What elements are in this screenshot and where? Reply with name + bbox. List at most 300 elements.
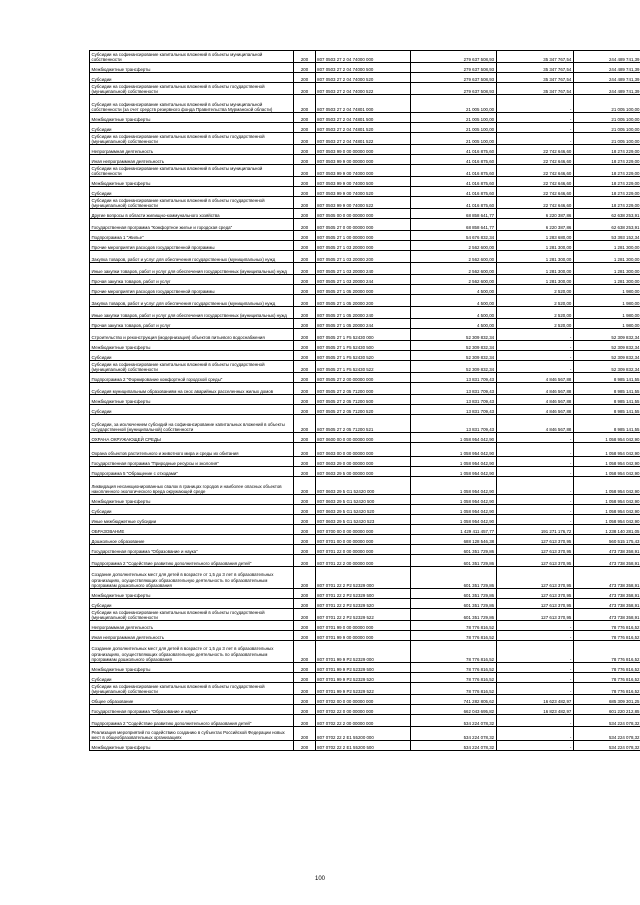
row-approved-amount-cell: 13 831 709,43 (411, 373, 496, 383)
row-name-cell: Другие вопросы в области жилищно-коммунального хозяйства (90, 209, 294, 219)
table-row (90, 145, 640, 155)
table-row (90, 705, 640, 715)
row-name-cell: Дошкольное образование (90, 535, 294, 545)
row-name-cell: Субсидии на софинансирование капитальных вложений в объекты государственной (муниципальной) собственности (90, 683, 294, 695)
row-classification-code-cell: 807 0505 27 2 05 71200 500 (315, 395, 411, 405)
row-executed-amount-cell: - (496, 433, 573, 443)
row-name-cell: Субсидия муниципальным образованиям на снос аварийных расселенных жилых домов (90, 383, 294, 395)
row-classification-code-cell: 807 0701 00 0 00 00000 000 (315, 535, 411, 545)
row-unexecuted-amount-cell: 18 274 229,00 (573, 187, 640, 197)
row-executed-amount-cell: 191 271 176,72 (496, 525, 573, 535)
row-approved-amount-cell: 534 224 078,32 (411, 741, 496, 751)
row-classification-code-cell: 807 0505 27 1 05 20000 000 (315, 285, 411, 295)
row-unexecuted-amount-cell: 1 058 954 042,90 (573, 477, 640, 495)
row-approved-amount-cell: 41 016 875,60 (411, 177, 496, 187)
row-unexecuted-amount-cell: 18 274 229,00 (573, 197, 640, 209)
row-name-cell: Иная непрограммная деятельность (90, 155, 294, 165)
table-row (90, 599, 640, 609)
row-approved-amount-cell: 41 016 875,60 (411, 145, 496, 155)
row-approved-amount-cell: 41 016 875,60 (411, 155, 496, 165)
row-classification-code-cell: 807 0505 27 1 03 20000 000 (315, 241, 411, 251)
row-unexecuted-amount-cell: 473 738 358,91 (573, 545, 640, 555)
table-body (90, 51, 640, 751)
row-unexecuted-amount-cell: 473 738 358,91 (573, 589, 640, 599)
row-admin-code-cell: 200 (294, 51, 315, 63)
row-unexecuted-amount-cell: 78 776 816,52 (573, 621, 640, 631)
table-row (90, 177, 640, 187)
row-executed-amount-cell: 1 281 300,00 (496, 275, 573, 285)
row-unexecuted-amount-cell: 1 058 954 042,90 (573, 505, 640, 515)
table-row (90, 361, 640, 373)
row-executed-amount-cell: - (496, 351, 573, 361)
row-approved-amount-cell: 2 562 600,00 (411, 275, 496, 285)
table-row (90, 495, 640, 505)
row-unexecuted-amount-cell: 8 985 141,55 (573, 383, 640, 395)
row-name-cell: Общее образование (90, 695, 294, 705)
row-admin-code-cell: 200 (294, 187, 315, 197)
row-unexecuted-amount-cell: 18 274 229,00 (573, 145, 640, 155)
row-unexecuted-amount-cell: 244 489 741,39 (573, 51, 640, 63)
row-approved-amount-cell: 41 016 875,60 (411, 165, 496, 177)
table-row (90, 133, 640, 145)
row-classification-code-cell: 807 0505 27 1 05 20000 244 (315, 319, 411, 329)
row-name-cell: Субсидии на софинансирование капитальных вложений в объекты муниципальной собственности (90, 165, 294, 177)
row-classification-code-cell: 807 0505 27 0 00 00000 000 (315, 219, 411, 231)
row-executed-amount-cell: 127 613 370,95 (496, 609, 573, 621)
row-classification-code-cell: 807 0503 99 9 00 74000 000 (315, 165, 411, 177)
row-unexecuted-amount-cell: 8 985 141,55 (573, 405, 640, 415)
row-approved-amount-cell: 601 351 729,86 (411, 567, 496, 589)
table-row (90, 373, 640, 383)
row-unexecuted-amount-cell: 8 985 141,55 (573, 373, 640, 383)
table-row (90, 329, 640, 341)
row-classification-code-cell: 807 0505 00 0 00 00000 000 (315, 209, 411, 219)
row-admin-code-cell: 200 (294, 715, 315, 727)
row-admin-code-cell: 200 (294, 683, 315, 695)
row-unexecuted-amount-cell: 1 980,00 (573, 307, 640, 319)
row-classification-code-cell: 807 0701 99 9 P2 52329 000 (315, 641, 411, 663)
row-approved-amount-cell: 1 058 954 042,90 (411, 443, 496, 457)
row-name-cell: Подпрограмма 2 "Формирование комфортной городской среды" (90, 373, 294, 383)
row-classification-code-cell: 807 0603 00 0 00 00000 000 (315, 443, 411, 457)
row-classification-code-cell: 807 0503 99 9 00 00000 000 (315, 155, 411, 165)
row-approved-amount-cell: 662 043 695,82 (411, 705, 496, 715)
row-unexecuted-amount-cell: 1 281 300,00 (573, 251, 640, 263)
row-classification-code-cell: 807 0701 22 0 00 00000 000 (315, 545, 411, 555)
table-row (90, 113, 640, 123)
row-approved-amount-cell: 534 224 078,32 (411, 715, 496, 727)
row-executed-amount-cell: 22 742 646,60 (496, 165, 573, 177)
row-approved-amount-cell: 78 776 816,52 (411, 631, 496, 641)
row-unexecuted-amount-cell: 21 005 100,00 (573, 133, 640, 145)
row-approved-amount-cell: 52 309 832,34 (411, 341, 496, 351)
row-approved-amount-cell: 601 351 729,86 (411, 545, 496, 555)
table-row (90, 295, 640, 307)
row-name-cell: Государственная программа "Природные ресурсы и экология" (90, 457, 294, 467)
row-unexecuted-amount-cell: 473 738 358,91 (573, 567, 640, 589)
row-executed-amount-cell: 16 823 482,97 (496, 705, 573, 715)
table-row (90, 209, 640, 219)
row-classification-code-cell: 807 0701 22 2 P2 52329 500 (315, 589, 411, 599)
row-classification-code-cell: 807 0505 27 2 05 71200 521 (315, 415, 411, 433)
row-unexecuted-amount-cell: 78 776 816,52 (573, 673, 640, 683)
row-name-cell: Закупка товаров, работ и услуг для обеспечения государственных (муниципальных) нужд (90, 251, 294, 263)
row-approved-amount-cell: 1 058 954 042,90 (411, 515, 496, 525)
table-row (90, 609, 640, 621)
row-executed-amount-cell: 4 846 567,88 (496, 383, 573, 395)
table-row (90, 505, 640, 515)
row-admin-code-cell: 200 (294, 673, 315, 683)
row-unexecuted-amount-cell: 78 776 816,52 (573, 683, 640, 695)
row-unexecuted-amount-cell: 1 980,00 (573, 319, 640, 329)
row-approved-amount-cell: 13 831 709,43 (411, 405, 496, 415)
row-admin-code-cell: 200 (294, 457, 315, 467)
row-approved-amount-cell: 279 637 508,93 (411, 83, 496, 95)
row-executed-amount-cell: 127 613 370,95 (496, 555, 573, 567)
row-classification-code-cell: 807 0503 99 0 00 00000 000 (315, 145, 411, 155)
table-row (90, 251, 640, 263)
row-admin-code-cell: 200 (294, 641, 315, 663)
row-unexecuted-amount-cell: 1 281 300,00 (573, 263, 640, 275)
row-classification-code-cell: 807 0503 27 2 04 74000 000 (315, 51, 411, 63)
row-approved-amount-cell: 601 351 729,86 (411, 589, 496, 599)
row-unexecuted-amount-cell: 21 005 100,00 (573, 123, 640, 133)
row-approved-amount-cell: 601 351 729,86 (411, 555, 496, 567)
row-name-cell: Прочие мероприятия расходов государственной программы (90, 241, 294, 251)
table-row (90, 123, 640, 133)
table-row (90, 727, 640, 741)
table-row (90, 231, 640, 241)
row-approved-amount-cell: 688 128 546,38 (411, 535, 496, 545)
row-name-cell: Межбюджетные трансферты (90, 741, 294, 751)
row-unexecuted-amount-cell: 560 515 175,43 (573, 535, 640, 545)
row-classification-code-cell: 807 0503 99 9 00 74000 520 (315, 187, 411, 197)
row-executed-amount-cell: - (496, 443, 573, 457)
row-admin-code-cell: 200 (294, 285, 315, 295)
row-classification-code-cell: 807 0603 29 5 G1 52420 523 (315, 515, 411, 525)
row-name-cell: Подпрограмма 1 "Жилье" (90, 231, 294, 241)
row-admin-code-cell: 200 (294, 123, 315, 133)
table-row (90, 467, 640, 477)
row-name-cell: Субсидии на софинансирование капитальных вложений в объекты муниципальной собственности (90, 51, 294, 63)
row-name-cell: Ликвидация несанкционированных свалок в границах городов и наиболее опасных объектов накопленного экологического вреда окружающей среде (90, 477, 294, 495)
row-approved-amount-cell: 2 562 600,00 (411, 241, 496, 251)
row-name-cell: Непрограммная деятельность (90, 621, 294, 631)
row-classification-code-cell: 807 0505 27 1 03 20000 244 (315, 275, 411, 285)
row-name-cell: Межбюджетные трансферты (90, 663, 294, 673)
table-row (90, 443, 640, 457)
row-approved-amount-cell: 741 282 805,62 (411, 695, 496, 705)
row-admin-code-cell: 200 (294, 505, 315, 515)
row-classification-code-cell: 807 0701 99 0 00 00000 000 (315, 621, 411, 631)
row-classification-code-cell: 807 0701 22 2 P2 52329 000 (315, 567, 411, 589)
row-executed-amount-cell: 4 846 567,88 (496, 415, 573, 433)
row-unexecuted-amount-cell: 1 238 140 281,05 (573, 525, 640, 535)
row-name-cell: Иные закупки товаров, работ и услуг для обеспечения государственных (муниципальных) нужд (90, 307, 294, 319)
row-executed-amount-cell: 1 281 300,00 (496, 251, 573, 263)
row-admin-code-cell: 200 (294, 145, 315, 155)
budget-expenditure-table (89, 50, 640, 751)
row-unexecuted-amount-cell: 21 005 100,00 (573, 113, 640, 123)
row-unexecuted-amount-cell: 534 224 078,32 (573, 741, 640, 751)
table-row (90, 187, 640, 197)
row-name-cell: Межбюджетные трансферты (90, 63, 294, 73)
table-row (90, 457, 640, 467)
row-unexecuted-amount-cell: 601 220 212,85 (573, 705, 640, 715)
row-unexecuted-amount-cell: 18 274 229,00 (573, 165, 640, 177)
row-name-cell: ОБРАЗОВАНИЕ (90, 525, 294, 535)
row-executed-amount-cell: - (496, 133, 573, 145)
row-executed-amount-cell: - (496, 361, 573, 373)
row-name-cell: Иные закупки товаров, работ и услуг для обеспечения государственных (муниципальных) нужд (90, 263, 294, 275)
row-approved-amount-cell: 78 776 816,52 (411, 641, 496, 663)
row-approved-amount-cell: 279 637 508,93 (411, 73, 496, 83)
row-approved-amount-cell: 1 058 954 042,90 (411, 457, 496, 467)
row-admin-code-cell: 200 (294, 631, 315, 641)
row-approved-amount-cell: 21 005 100,00 (411, 133, 496, 145)
row-name-cell: Государственная программа "Образование и наука" (90, 545, 294, 555)
row-executed-amount-cell: 35 347 767,54 (496, 73, 573, 83)
row-classification-code-cell: 807 0503 27 2 04 74000 500 (315, 63, 411, 73)
row-executed-amount-cell: 4 846 567,88 (496, 373, 573, 383)
table-row (90, 741, 640, 751)
row-approved-amount-cell: 78 776 816,52 (411, 673, 496, 683)
row-unexecuted-amount-cell: 1 281 300,00 (573, 275, 640, 285)
row-executed-amount-cell: - (496, 341, 573, 351)
table-row (90, 285, 640, 295)
row-approved-amount-cell: 13 831 709,43 (411, 383, 496, 395)
row-classification-code-cell: 807 0702 22 2 E1 55200 000 (315, 727, 411, 741)
row-executed-amount-cell: - (496, 113, 573, 123)
row-unexecuted-amount-cell: 244 489 741,39 (573, 63, 640, 73)
row-classification-code-cell: 807 0505 27 1 00 00000 000 (315, 231, 411, 241)
row-admin-code-cell: 200 (294, 567, 315, 589)
row-name-cell: Непрограммная деятельность (90, 145, 294, 155)
row-admin-code-cell: 200 (294, 545, 315, 555)
row-executed-amount-cell: 127 613 370,95 (496, 535, 573, 545)
row-admin-code-cell: 200 (294, 395, 315, 405)
row-executed-amount-cell: - (496, 495, 573, 505)
row-name-cell: Субсидии, за исключением субсидий на софинансирование капитальных вложений в объекты государственной (муниципальной) собственности (90, 415, 294, 433)
row-executed-amount-cell: - (496, 457, 573, 467)
table-row (90, 63, 640, 73)
row-name-cell: Субсидии на софинансирование капитальных вложений в объекты государственной (муниципальной) собственности (90, 83, 294, 95)
table-row (90, 73, 640, 83)
row-admin-code-cell: 200 (294, 415, 315, 433)
row-unexecuted-amount-cell: 21 005 100,00 (573, 95, 640, 113)
row-admin-code-cell: 200 (294, 525, 315, 535)
row-name-cell: Государственная программа "Комфортное жилье и городская среда" (90, 219, 294, 231)
table-row (90, 673, 640, 683)
row-executed-amount-cell: 2 520,00 (496, 295, 573, 307)
table-row (90, 165, 640, 177)
table-row (90, 715, 640, 727)
row-executed-amount-cell: - (496, 741, 573, 751)
row-approved-amount-cell: 1 058 954 042,90 (411, 433, 496, 443)
row-unexecuted-amount-cell: 685 309 301,25 (573, 695, 640, 705)
row-name-cell: Межбюджетные трансферты (90, 395, 294, 405)
table-row (90, 241, 640, 251)
row-executed-amount-cell: 22 742 646,60 (496, 155, 573, 165)
row-approved-amount-cell: 2 562 600,00 (411, 263, 496, 275)
row-unexecuted-amount-cell: 1 058 954 042,90 (573, 495, 640, 505)
row-classification-code-cell: 807 0603 29 5 G1 52420 520 (315, 505, 411, 515)
row-approved-amount-cell: 4 500,00 (411, 295, 496, 307)
row-name-cell: Межбюджетные трансферты (90, 113, 294, 123)
row-admin-code-cell: 200 (294, 433, 315, 443)
row-approved-amount-cell: 601 351 729,86 (411, 609, 496, 621)
row-admin-code-cell: 200 (294, 209, 315, 219)
row-unexecuted-amount-cell: 52 309 832,34 (573, 329, 640, 341)
row-executed-amount-cell: 1 281 300,00 (496, 263, 573, 275)
row-approved-amount-cell: 13 831 709,43 (411, 395, 496, 405)
table-row (90, 663, 640, 673)
row-classification-code-cell: 807 0702 22 2 E1 55200 500 (315, 741, 411, 751)
row-classification-code-cell: 807 0701 99 9 P2 52329 520 (315, 673, 411, 683)
table-row (90, 525, 640, 535)
row-unexecuted-amount-cell: 1 058 954 042,90 (573, 467, 640, 477)
row-executed-amount-cell: - (496, 715, 573, 727)
row-executed-amount-cell: 35 347 767,54 (496, 63, 573, 73)
row-unexecuted-amount-cell: 18 274 229,00 (573, 177, 640, 187)
row-classification-code-cell: 807 0603 29 5 00 00000 000 (315, 467, 411, 477)
row-executed-amount-cell: 6 220 387,86 (496, 219, 573, 231)
row-name-cell: Субсидия на софинансирование капитальных вложений в объекты муниципальной собственности (за счет средств резервного фонда Правительства Мурманской области) (90, 95, 294, 113)
row-executed-amount-cell: - (496, 329, 573, 341)
row-name-cell: Межбюджетные трансферты (90, 495, 294, 505)
row-classification-code-cell: 807 0701 22 2 P2 52329 520 (315, 599, 411, 609)
row-admin-code-cell: 200 (294, 275, 315, 285)
row-executed-amount-cell: 22 742 646,60 (496, 145, 573, 155)
row-unexecuted-amount-cell: 62 638 253,91 (573, 219, 640, 231)
row-name-cell: Иная непрограммная деятельность (90, 631, 294, 641)
table-row (90, 307, 640, 319)
row-unexecuted-amount-cell: 1 058 954 042,90 (573, 443, 640, 457)
row-admin-code-cell: 200 (294, 165, 315, 177)
row-approved-amount-cell: 601 351 729,86 (411, 599, 496, 609)
row-classification-code-cell: 807 0505 27 1 F5 52430 500 (315, 341, 411, 351)
table-row (90, 433, 640, 443)
row-admin-code-cell: 200 (294, 373, 315, 383)
table-row (90, 631, 640, 641)
row-admin-code-cell: 200 (294, 467, 315, 477)
row-unexecuted-amount-cell: 1 980,00 (573, 295, 640, 307)
row-approved-amount-cell: 78 776 816,52 (411, 683, 496, 695)
row-approved-amount-cell: 1 429 411 457,77 (411, 525, 496, 535)
row-classification-code-cell: 807 0603 29 5 G1 52420 500 (315, 495, 411, 505)
row-admin-code-cell: 200 (294, 535, 315, 545)
table-row (90, 515, 640, 525)
row-executed-amount-cell: - (496, 727, 573, 741)
row-classification-code-cell: 807 0503 27 2 04 74801 520 (315, 123, 411, 133)
table-row (90, 405, 640, 415)
row-classification-code-cell: 807 0701 99 9 P2 52329 522 (315, 683, 411, 695)
table-row (90, 383, 640, 395)
row-classification-code-cell: 807 0701 99 9 00 00000 000 (315, 631, 411, 641)
row-admin-code-cell: 200 (294, 351, 315, 361)
row-name-cell: Субсидии на софинансирование капитальных вложений в объекты государственной (муниципальной) собственности (90, 133, 294, 145)
row-unexecuted-amount-cell: 534 224 078,32 (573, 715, 640, 727)
table-row (90, 263, 640, 275)
row-admin-code-cell: 200 (294, 113, 315, 123)
row-admin-code-cell: 200 (294, 155, 315, 165)
row-unexecuted-amount-cell: 1 058 954 042,90 (573, 457, 640, 467)
row-admin-code-cell: 200 (294, 307, 315, 319)
row-approved-amount-cell: 1 058 954 042,90 (411, 477, 496, 495)
row-executed-amount-cell: 1 281 300,00 (496, 241, 573, 251)
table-row (90, 351, 640, 361)
table-row (90, 319, 640, 329)
row-executed-amount-cell: - (496, 641, 573, 663)
row-approved-amount-cell: 78 776 816,52 (411, 621, 496, 631)
row-admin-code-cell: 200 (294, 695, 315, 705)
row-unexecuted-amount-cell: 534 224 078,32 (573, 727, 640, 741)
row-unexecuted-amount-cell: 78 776 816,52 (573, 641, 640, 663)
row-name-cell: Реализация мероприятий по содействию созданию в субъектах Российской Федерации новых мест в общеобразовательных организациях (90, 727, 294, 741)
row-name-cell: Субсидии на софинансирование капитальных вложений в объекты государственной (муниципальной) собственности (90, 197, 294, 209)
row-classification-code-cell: 807 0505 27 1 05 20000 200 (315, 295, 411, 307)
row-executed-amount-cell: - (496, 467, 573, 477)
row-approved-amount-cell: 78 776 816,52 (411, 663, 496, 673)
row-name-cell: Межбюджетные трансферты (90, 589, 294, 599)
row-approved-amount-cell: 21 005 100,00 (411, 123, 496, 133)
row-classification-code-cell: 807 0505 27 1 03 20000 240 (315, 263, 411, 275)
row-name-cell: Подпрограмма 2 "Содействие развитию дополнительного образования детей" (90, 715, 294, 727)
row-executed-amount-cell: - (496, 663, 573, 673)
row-executed-amount-cell: 127 613 370,95 (496, 589, 573, 599)
row-classification-code-cell: 807 0503 27 2 04 74801 522 (315, 133, 411, 145)
row-admin-code-cell: 200 (294, 295, 315, 307)
row-executed-amount-cell: - (496, 631, 573, 641)
row-approved-amount-cell: 534 224 078,32 (411, 727, 496, 741)
row-approved-amount-cell: 54 676 832,34 (411, 231, 496, 241)
table-row (90, 567, 640, 589)
row-name-cell: Субсидии (90, 405, 294, 415)
row-classification-code-cell: 807 0701 22 2 P2 52329 522 (315, 609, 411, 621)
row-unexecuted-amount-cell: 1 281 300,00 (573, 241, 640, 251)
row-name-cell: Государственная программа "Образование и наука" (90, 705, 294, 715)
row-classification-code-cell: 807 0603 29 5 G1 52420 000 (315, 477, 411, 495)
row-name-cell: Субсидии на софинансирование капитальных вложений в объекты государственной (муниципальной) собственности (90, 609, 294, 621)
row-classification-code-cell: 807 0702 22 2 00 00000 000 (315, 715, 411, 727)
row-unexecuted-amount-cell: 1 058 954 042,90 (573, 515, 640, 525)
row-approved-amount-cell: 279 637 508,93 (411, 51, 496, 63)
row-executed-amount-cell: - (496, 123, 573, 133)
row-classification-code-cell: 807 0702 22 0 00 00000 000 (315, 705, 411, 715)
row-unexecuted-amount-cell: 52 309 832,34 (573, 361, 640, 373)
row-admin-code-cell: 200 (294, 177, 315, 187)
row-admin-code-cell: 200 (294, 341, 315, 351)
row-executed-amount-cell: 127 613 370,95 (496, 599, 573, 609)
table-row (90, 95, 640, 113)
row-approved-amount-cell: 4 500,00 (411, 319, 496, 329)
row-executed-amount-cell: 1 283 680,00 (496, 231, 573, 241)
row-executed-amount-cell: 35 347 767,54 (496, 51, 573, 63)
row-approved-amount-cell: 52 309 832,34 (411, 329, 496, 341)
row-classification-code-cell: 807 0600 00 0 00 00000 000 (315, 433, 411, 443)
table-row (90, 621, 640, 631)
row-admin-code-cell: 200 (294, 63, 315, 73)
row-classification-code-cell: 807 0505 27 2 05 71200 520 (315, 405, 411, 415)
row-unexecuted-amount-cell: 52 309 832,34 (573, 341, 640, 351)
table-row (90, 275, 640, 285)
row-approved-amount-cell: 4 500,00 (411, 307, 496, 319)
row-unexecuted-amount-cell: 8 985 141,55 (573, 395, 640, 405)
row-executed-amount-cell: 127 613 370,95 (496, 567, 573, 589)
table-row (90, 555, 640, 567)
row-name-cell: Подпрограмма 2 "Содействие развитию дополнительного образования детей" (90, 555, 294, 567)
row-admin-code-cell: 200 (294, 477, 315, 495)
